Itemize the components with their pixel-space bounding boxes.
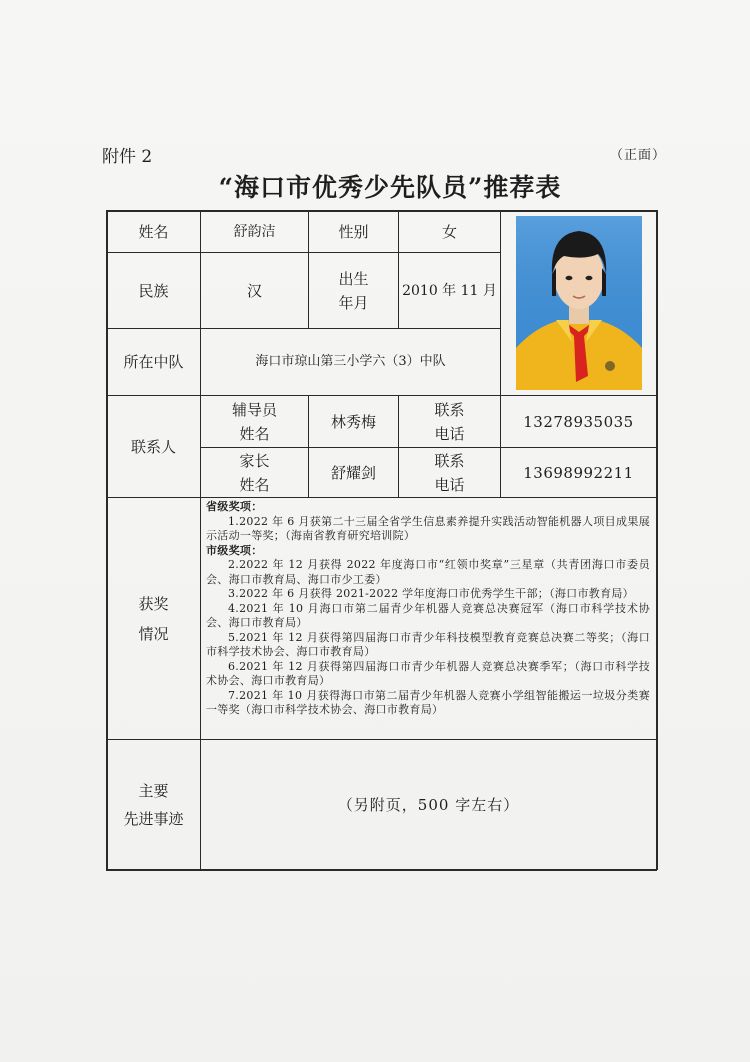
parent-label xyxy=(201,448,308,497)
squad-value: 海口市琼山第三小学六（3）中队 xyxy=(255,354,446,369)
award-item: 4.2021 年 10 月海口市第二届青少年机器人竞赛总决赛冠军（海口市科学技术协会、海口市教育局） xyxy=(206,601,650,629)
side-label: （正面） xyxy=(610,148,667,163)
birth-label xyxy=(309,253,398,328)
counselor-name: 林秀梅 xyxy=(330,412,376,431)
counselor-phone-label-line2: 电话 xyxy=(434,424,465,443)
award-item: 1.2022 年 6 月获第二十三届全省学生信息素养提升实践活动智能机器人项目成果展示活动一等奖；（海南省教育研究培训院） xyxy=(206,514,650,542)
contact-label: 联系人 xyxy=(130,437,176,456)
birth-label-line1: 出生 xyxy=(338,269,369,288)
award-item: 2.2022 年 12 月获得 2022 年度海口市“红领巾奖章”三星章（共青团海口市委员会、海口市教育局、海口市少工委） xyxy=(206,558,650,586)
counselor-phone: 13278935035 xyxy=(523,412,634,431)
birth-label-line2: 年月 xyxy=(338,293,369,312)
deeds-label xyxy=(107,740,200,869)
name-label: 姓名 xyxy=(138,222,169,241)
parent-phone-label xyxy=(399,448,500,497)
award-item: 6.2021 年 12 月获得第四届海口市青少年机器人竞赛总决赛季军；（海口市科学技术协会、海口市教育局） xyxy=(206,659,650,687)
ethnicity-value: 汉 xyxy=(246,281,262,300)
rule-v-photo xyxy=(500,210,501,395)
counselor-label-line2: 姓名 xyxy=(239,424,270,443)
attachment-label: 附件 2 xyxy=(102,147,153,167)
deeds-label-line1: 主要 xyxy=(138,781,169,800)
birth-value: 2010 年 11 月 xyxy=(402,282,497,299)
awards-label-line2: 情况 xyxy=(138,624,169,643)
name-value: 舒韵洁 xyxy=(233,223,276,240)
counselor-label xyxy=(201,396,308,447)
squad-label: 所在中队 xyxy=(123,353,184,371)
counselor-phone-label-line1: 联系 xyxy=(434,400,465,419)
parent-phone-label-line2: 电话 xyxy=(434,475,465,494)
page-title: “海口市优秀少先队员”推荐表 xyxy=(218,173,562,202)
student-portrait-icon xyxy=(516,216,642,390)
parent-phone: 13698992211 xyxy=(523,463,634,482)
gender-label: 性别 xyxy=(338,222,369,241)
parent-label-line1: 家长 xyxy=(239,451,270,470)
deeds-value: （另附页，500 字左右） xyxy=(337,795,520,814)
provincial-awards-heading: 省级奖项： xyxy=(206,500,263,513)
parent-name: 舒耀剑 xyxy=(330,463,376,482)
awards-label xyxy=(107,498,200,739)
counselor-phone-label xyxy=(399,396,500,447)
border-bottom xyxy=(106,869,657,871)
award-item: 3.2022 年 6 月获得 2021-2022 学年度海口市优秀学生干部；（海口市教育局） xyxy=(228,587,634,600)
gender-value: 女 xyxy=(441,222,457,241)
award-item: 7.2021 年 10 月获得海口市第二届青少年机器人竞赛小学组智能搬运一垃圾分类赛一等奖（海口市科学技术协会、海口市教育局） xyxy=(206,688,650,716)
parent-label-line2: 姓名 xyxy=(239,475,270,494)
city-awards-heading: 市级奖项： xyxy=(206,543,263,557)
parent-phone-label-line1: 联系 xyxy=(434,451,465,470)
ethnicity-label: 民族 xyxy=(138,281,169,300)
deeds-label-line2: 先进事迹 xyxy=(123,809,184,828)
student-photo xyxy=(516,216,642,390)
awards-list xyxy=(206,500,650,718)
awards-label-line1: 获奖 xyxy=(138,594,169,613)
counselor-label-line1: 辅导员 xyxy=(231,400,277,419)
border-right xyxy=(656,210,658,870)
award-item: 5.2021 年 12 月获得第四届海口市青少年科技模型教育竞赛总决赛二等奖；（海口市科学技术协会、海口市教育局） xyxy=(206,630,650,658)
